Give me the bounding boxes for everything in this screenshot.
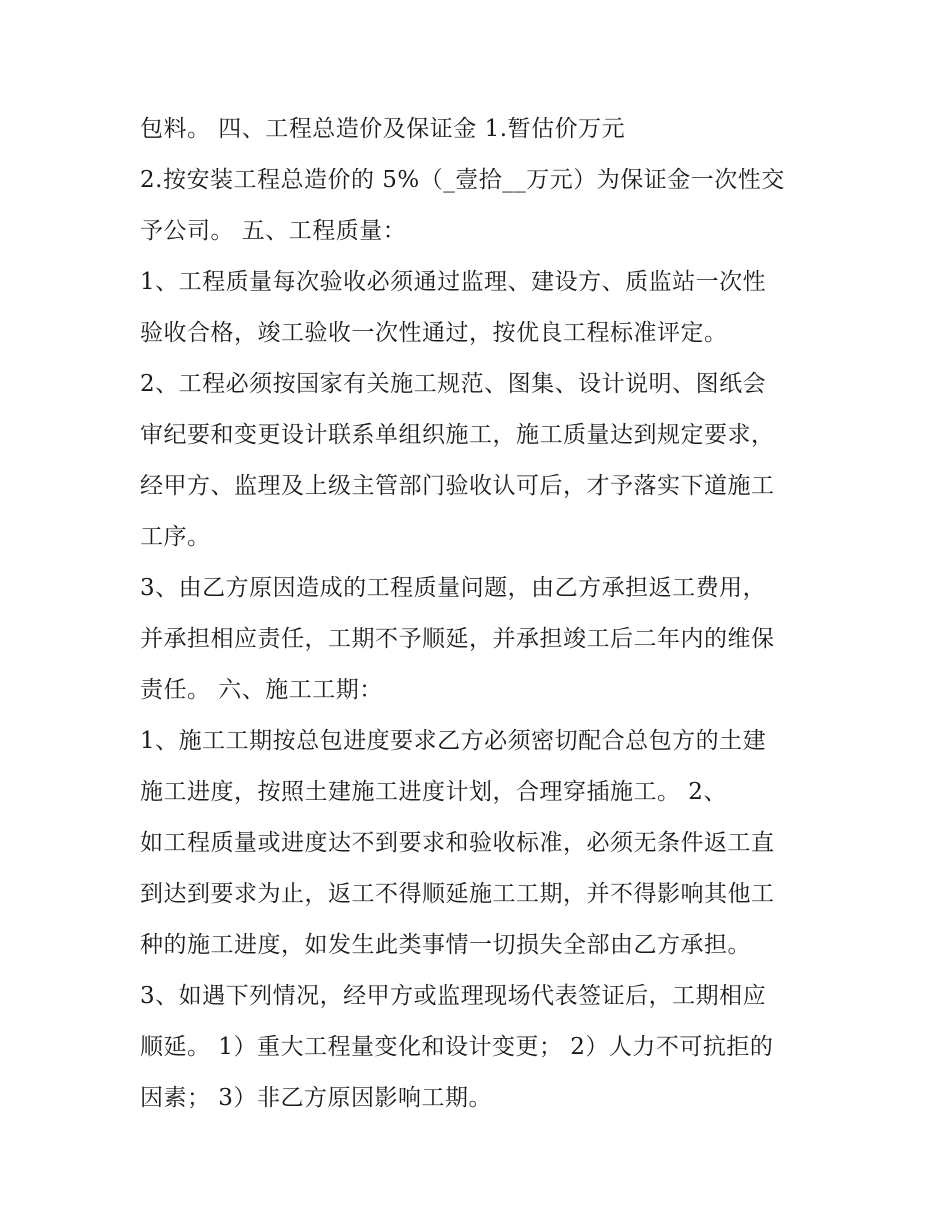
text-line: 验收合格，竣工验收一次性通过，按优良工程标准评定。 bbox=[140, 320, 728, 346]
text-line: 并承担相应责任，工期不予顺延，并承担竣工后二年内的维保 bbox=[140, 626, 775, 652]
text-line: 3、如遇下列情况，经甲方或监理现场代表签证后，工期相应 bbox=[140, 983, 767, 1009]
text-line: 责任。 六、施工工期： bbox=[140, 677, 383, 703]
text-line: 1、施工工期按总包进度要求乙方必须密切配合总包方的土建 bbox=[140, 728, 767, 754]
text-line: 2、工程必须按国家有关施工规范、图集、设计说明、图纸会 bbox=[140, 371, 767, 397]
text-line: 1、工程质量每次验收必须通过监理、建设方、质监站一次性 bbox=[140, 269, 767, 295]
document-body bbox=[140, 104, 830, 1124]
text-line: 工序。 bbox=[140, 524, 211, 550]
text-line: 审纪要和变更设计联系单组织施工，施工质量达到规定要求， bbox=[140, 422, 775, 448]
text-line: 经甲方、监理及上级主管部门验收认可后，才予落实下道施工 bbox=[140, 473, 775, 499]
text-line: 如工程质量或进度达不到要求和验收标准，必须无条件返工直 bbox=[140, 830, 775, 856]
text-line: 因素； 3）非乙方原因影响工期。 bbox=[140, 1085, 492, 1111]
text-line: 予公司。 五、工程质量： bbox=[140, 218, 407, 244]
text-line: 3、由乙方原因造成的工程质量问题，由乙方承担返工费用， bbox=[140, 575, 767, 601]
text-line: 到达到要求为止，返工不得顺延施工工期，并不得影响其他工 bbox=[140, 881, 775, 907]
text-line: 顺延。 1）重大工程量变化和设计变更； 2）人力不可抗拒的 bbox=[140, 1034, 774, 1060]
text-line: 施工进度，按照土建施工进度计划，合理穿插施工。 2、 bbox=[140, 779, 727, 805]
text-line: 种的施工进度，如发生此类事情一切损失全部由乙方承担。 bbox=[140, 932, 751, 958]
text-line: 包料。 四、工程总造价及保证金 1.暂估价万元 bbox=[140, 116, 626, 142]
text-line: 2.按安装工程总造价的 5%（_壹拾__万元）为保证金一次性交 bbox=[140, 167, 785, 193]
